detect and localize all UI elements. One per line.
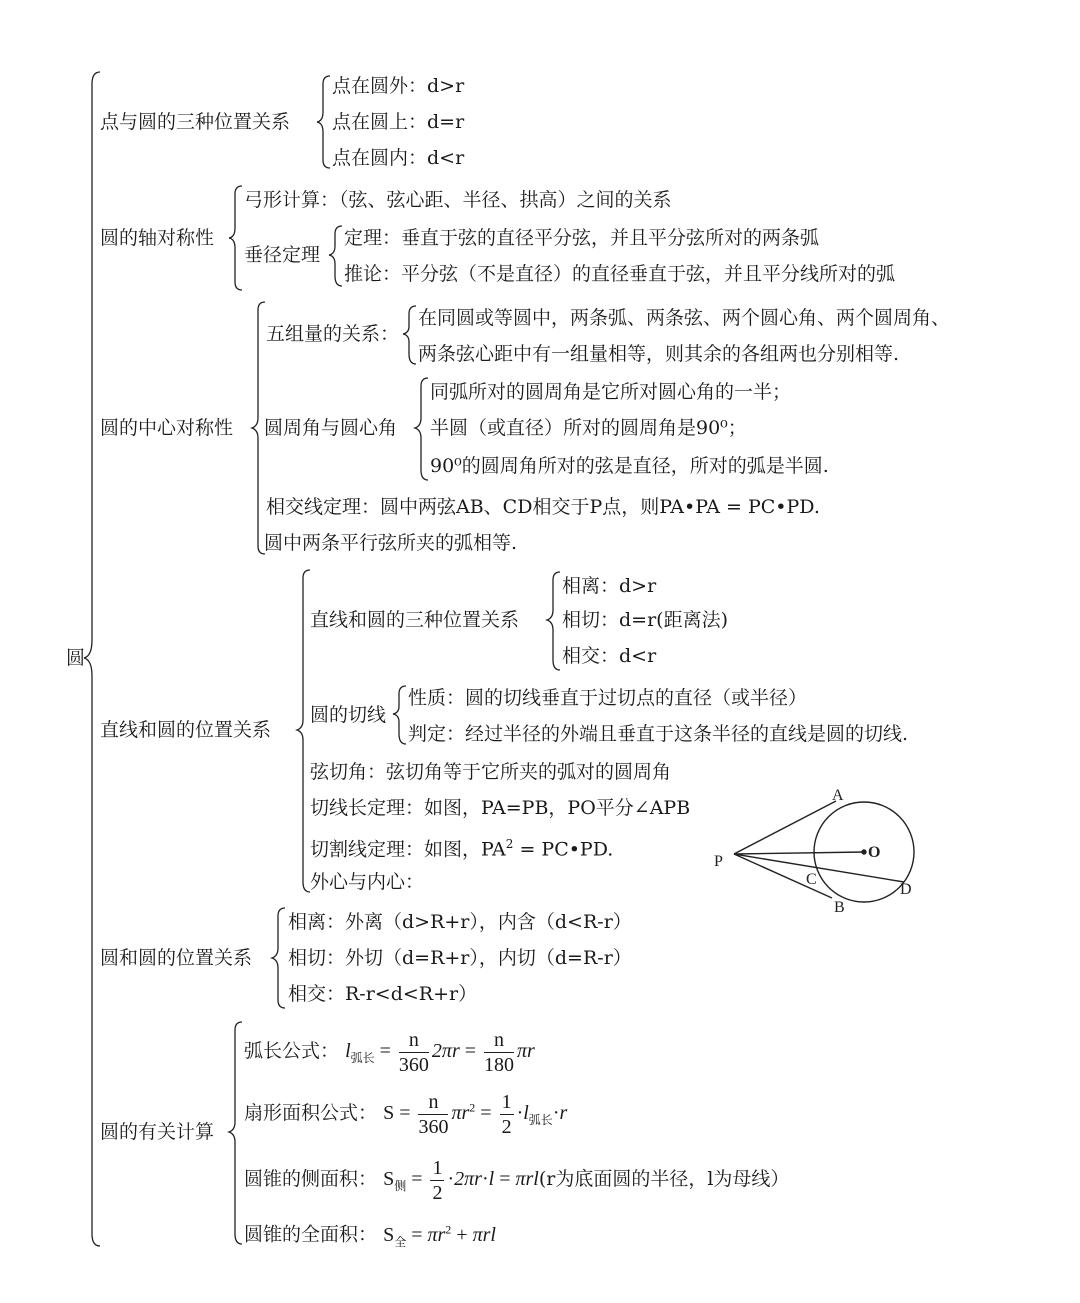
circles-item: 相交：R-r<d<R+r） (288, 983, 478, 1005)
brace-calc (229, 1022, 242, 1244)
perp-theorem: 定理：垂直于弦的直径平分弦，并且平分弦所对的两条弧 (344, 227, 820, 249)
secant-theorem: 切割线定理：如图，$PA^2$ = PC•PD. (310, 837, 614, 861)
brace-three (547, 572, 560, 670)
brace-line (297, 570, 310, 892)
brace-perp (329, 226, 342, 286)
tangent-secant-figure (700, 780, 930, 920)
perp-theorem-title: 垂径定理 (244, 244, 321, 266)
line-item: 相交：d<r (562, 645, 657, 667)
angle-rule-2: 半圆（或直径）所对的圆周角是90⁰； (430, 417, 747, 439)
root-brace (84, 72, 100, 1246)
tangent-item: 性质：圆的切线垂直于过切点的直径（或半径） (408, 687, 808, 709)
three-relations-title: 直线和圆的三种位置关系 (310, 609, 520, 631)
label-P: P (714, 853, 723, 870)
label-A: A (832, 787, 844, 804)
label-D: D (900, 881, 912, 898)
angle-rule-1: 同弧所对的圆周角是它所对圆心角的一半； (430, 381, 792, 403)
brace-five (403, 306, 416, 364)
chord-tangent-angle: 弦切角：弦切角等于它所夹的弧对的圆周角 (310, 761, 672, 783)
line-item: 相切：d=r(距离法) (562, 609, 728, 631)
brace-angles (415, 378, 428, 480)
line-item: 相离：d>r (562, 575, 657, 597)
tangent-item: 判定：经过半径的外端且垂直于这条半径的直线是圆的切线. (408, 723, 909, 745)
five-relations-title: 五组量的关系： (266, 323, 400, 345)
label-C: C (806, 871, 817, 888)
point-item: 点在圆内：d<r (332, 147, 465, 169)
perp-corollary: 推论：平分弦（不是直径）的直径垂直于弦，并且平分线所对的弧 (344, 263, 896, 285)
section-title-axis: 圆的轴对称性 (100, 227, 215, 249)
brace-cc (272, 908, 285, 1008)
arc-length-formula: 弧长公式： $l_{弧长}$ = $\frac{n}{360}$ 2πr = $\frac{n}{180}$ πr (244, 1029, 535, 1076)
circles-item: 相切：外切（d=R+r），内切（d=R-r） (288, 947, 632, 969)
section-title-calc: 圆的有关计算 (100, 1121, 215, 1143)
intersect-theorem: 相交线定理：圆中两弦AB、CD相交于P点，则PA•PA = PC•PD. (266, 496, 820, 518)
section-title-line: 直线和圆的位置关系 (100, 719, 272, 741)
brace-point-circle (317, 76, 330, 168)
label-B: B (834, 899, 845, 916)
tangent-length-theorem: 切线长定理：如图，PA=PB，PO平分∠APB (310, 797, 691, 819)
circles-item: 相离：外离（d>R+r），内含（d<R-r） (288, 911, 632, 933)
cone-side-area-formula: 圆锥的侧面积： $S_侧$ = $\frac{1}{2}$ ·2πr·l = πrl(r为底面圆的半径，l为母线） (244, 1157, 790, 1204)
cone-total-area-formula: 圆锥的全面积： $S_全 = \pi r^2 + \pi rl$ (244, 1222, 496, 1249)
parallel-chords: 圆中两条平行弦所夹的弧相等. (264, 532, 518, 554)
section-title-point-circle: 点与圆的三种位置关系 (100, 111, 291, 133)
root-title: 圆 (66, 647, 86, 669)
tangent-title: 圆的切线 (310, 704, 387, 726)
sector-area-formula: 扇形面积公式： S = $\frac{n}{360}$ $\pi r^2$ = $\frac{1}{2}$ $\cdot l_{弧长}\cdot r$ (244, 1091, 568, 1138)
bow-calc: 弓形计算：（弦、弦心距、半径、拱高）之间的关系 (244, 189, 672, 211)
brace-axis (229, 186, 242, 290)
brace-tangent (393, 686, 406, 744)
circumcenter-incenter: 外心与内心： (310, 871, 425, 893)
five-line-1: 在同圆或等圆中，两条弧、两条弦、两个圆心角、两个圆周角、 (418, 307, 951, 329)
section-title-center: 圆的中心对称性 (100, 417, 234, 439)
angle-rule-3: 90⁰的圆周角所对的弦是直径，所对的弧是半圆. (430, 455, 829, 477)
five-line-2: 两条弦心距中有一组量相等，则其余的各组两也分别相等. (418, 343, 900, 365)
point-item: 点在圆上：d=r (332, 111, 465, 133)
angles-title: 圆周角与圆心角 (264, 417, 398, 439)
label-O: O (868, 844, 881, 861)
point-item: 点在圆外：d>r (332, 75, 465, 97)
section-title-circles: 圆和圆的位置关系 (100, 947, 253, 969)
